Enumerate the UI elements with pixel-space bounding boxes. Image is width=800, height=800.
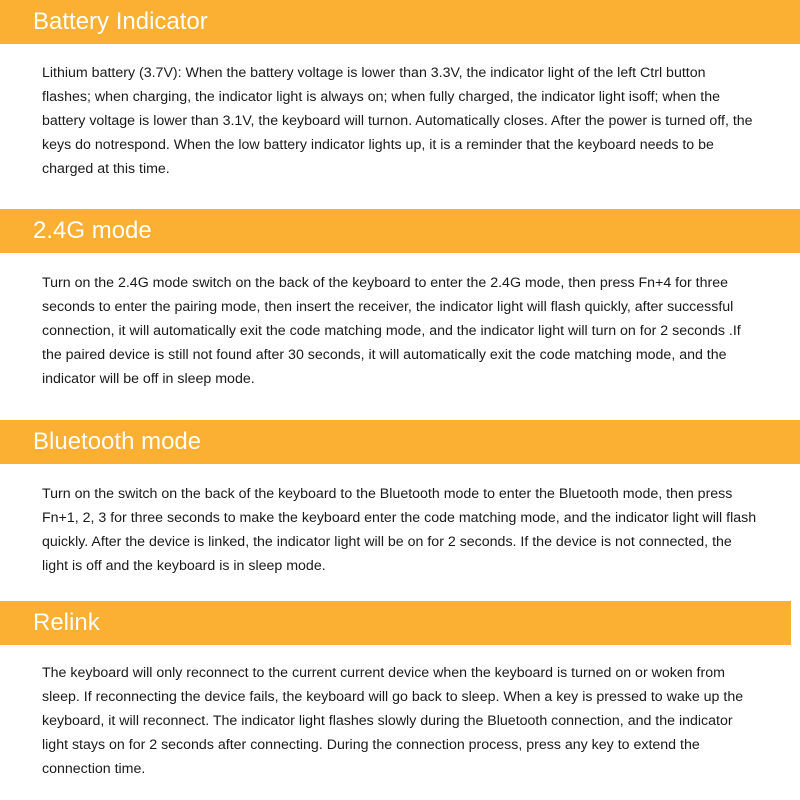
section-title: 2.4G mode bbox=[33, 217, 152, 244]
section-title: Battery Indicator bbox=[33, 8, 208, 35]
section-body-battery-indicator: Lithium battery (3.7V): When the battery voltage is lower than 3.3V, the indicator light of the left Ctrl button flashes; when charging, the indicator light is always on; when fully charged, the indicator light isoff; when the battery voltage is lower than 3.1V, the keyboard will turnon. Automatically closes. After the power is turned off, the keys do notrespond. When the low battery indicator lights up, it is a reminder that the keyboard needs to be charged at this time. bbox=[42, 65, 753, 177]
section-body-relink: The keyboard will only reconnect to the current current device when the keyboard is turned on or woken from sleep. If reconnecting the device fails, the keyboard will go back to sleep. When a key is pressed to wake up the keyboard, it will reconnect. The indicator light flashes slowly during the Bluetooth connection, and the indicator light stays on for 2 seconds after connecting. During the connection process, press any key to extend the connection time. bbox=[42, 665, 744, 777]
section-header-relink bbox=[0, 601, 791, 645]
section-header-2-4g-mode bbox=[0, 209, 800, 253]
section-header-bluetooth-mode bbox=[0, 420, 800, 464]
section-body-2-4g-mode: Turn on the 2.4G mode switch on the back of the keyboard to enter the 2.4G mode, then press Fn+4 for three seconds to enter the pairing mode, then insert the receiver, the indicator light will flash quickly, after successful connection, it will automatically exit the code matching mode, and the indicator light will turn on for 2 seconds .If the paired device is still not found after 30 seconds, it will automatically exit the code matching mode, and the indicator will be off in sleep mode. bbox=[42, 275, 741, 387]
section-title: Bluetooth mode bbox=[33, 428, 202, 455]
section-header-battery-indicator bbox=[0, 0, 800, 44]
section-title: Relink bbox=[33, 609, 100, 636]
section-body-bluetooth-mode: Turn on the switch on the back of the keyboard to the Bluetooth mode to enter the Bluetooth mode, then press Fn+1, 2, 3 for three seconds to make the keyboard enter the code matching mode, and the indicator light will flash quickly. After the device is linked, the indicator light will be on for 2 seconds. If the device is not connected, the light is off and the keyboard is in sleep mode. bbox=[42, 486, 757, 574]
